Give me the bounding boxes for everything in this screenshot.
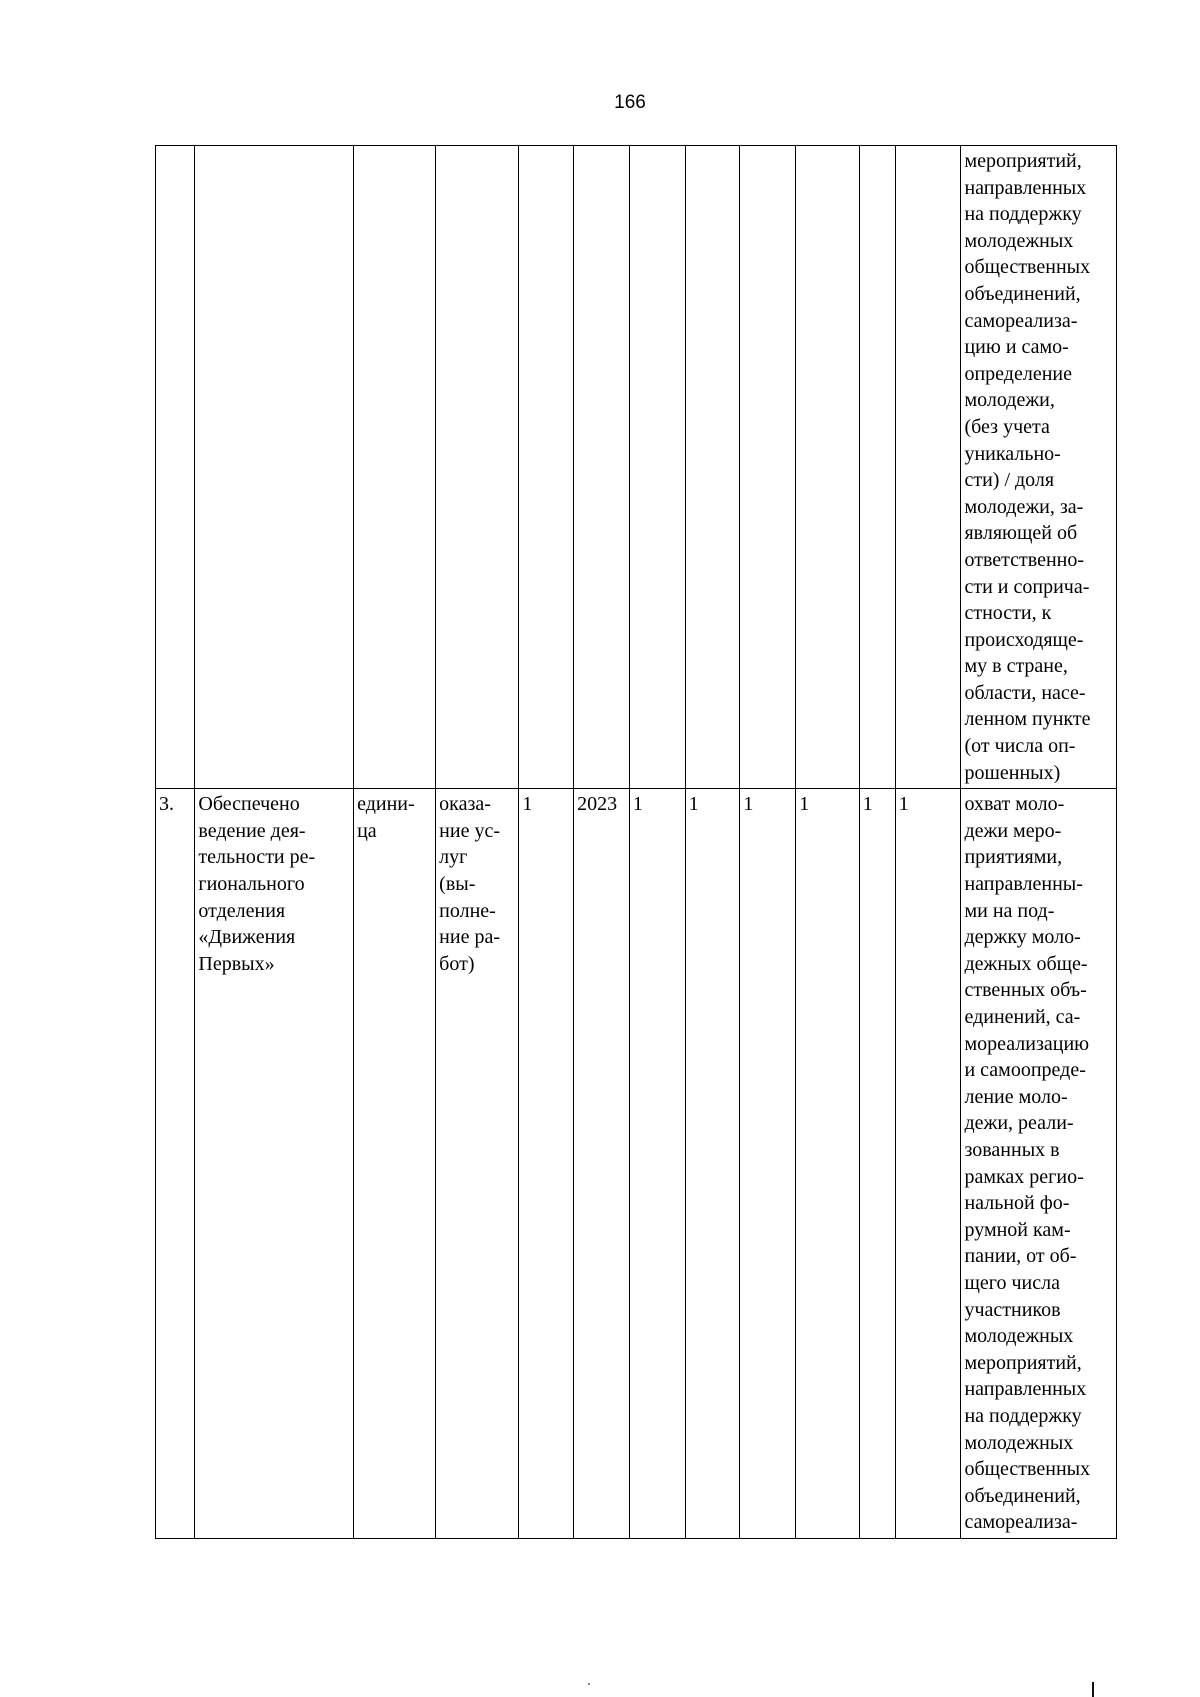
scan-artifact-dot <box>588 1683 590 1685</box>
table-row-3 <box>156 789 1117 1539</box>
cell-value <box>859 146 895 789</box>
cell-value <box>629 789 685 1539</box>
row-unit: едини- ца <box>357 793 415 842</box>
cell-base-year <box>574 146 630 789</box>
table-row-continuation <box>156 146 1117 789</box>
row-value-1: 1 <box>632 793 643 816</box>
result-text: охват моло- дежи меро- приятиями, направленны- ми на под- держку моло- дежных обще- ственных объ- единений, са- мореализацию и самоопреде- ление моло- дежи, реали- зованных в рамках регио- нальной фо- румной кам- пании, от об- щего числа участников молодежных мероприятий, направленных на поддержку молодежных общественных объединений, самореализа- <box>964 793 1091 1534</box>
cell-value <box>629 146 685 789</box>
cell-result-text <box>961 789 1117 1539</box>
page-number: 166 <box>614 92 646 113</box>
result-text: мероприятий, направленных на поддержку молодежных общественных объединений, самореализа- цию и само- определение молодежи, (без учета уникально- сти) / доля молодежи, за- являющей об ответственно- сти и соприча- стности, к происходяще- му в стране, области, насе- ленном пункте (от числа оп- рошенных) <box>964 150 1091 784</box>
row-number: 3. <box>159 793 174 816</box>
row-value-2: 1 <box>688 793 699 816</box>
cell-name <box>195 789 354 1539</box>
cell-number <box>156 789 195 1539</box>
cell-type <box>436 146 519 789</box>
row-value-3: 1 <box>743 793 754 816</box>
cell-name <box>195 146 354 789</box>
cell-value <box>685 146 740 789</box>
cell-value <box>796 789 859 1539</box>
cell-type <box>436 789 519 1539</box>
cell-value <box>895 146 961 789</box>
row-base-value: 1 <box>522 793 533 816</box>
cell-base-value <box>519 146 574 789</box>
row-value-4: 1 <box>799 793 810 816</box>
row-value-6: 1 <box>898 793 909 816</box>
cell-result-text <box>961 146 1117 789</box>
cell-value <box>740 146 796 789</box>
cell-unit <box>354 146 436 789</box>
cell-value <box>740 789 796 1539</box>
cell-base-year <box>574 789 630 1539</box>
cell-value <box>796 146 859 789</box>
cell-value <box>685 789 740 1539</box>
cell-number <box>156 146 195 789</box>
cell-unit <box>354 789 436 1539</box>
row-name: Обеспечено ведение дея- тельности ре- гионального отделения «Движения Первых» <box>198 793 316 975</box>
row-base-year: 2023 <box>577 793 618 816</box>
row-type: оказа- ние ус- луг (вы- полне- ние ра- бот) <box>439 793 500 975</box>
cell-value <box>859 789 895 1539</box>
cell-base-value <box>519 789 574 1539</box>
row-value-5: 1 <box>862 793 873 816</box>
indicators-table <box>155 145 1117 1539</box>
scan-artifact-mark <box>1092 1682 1094 1697</box>
cell-value <box>895 789 961 1539</box>
